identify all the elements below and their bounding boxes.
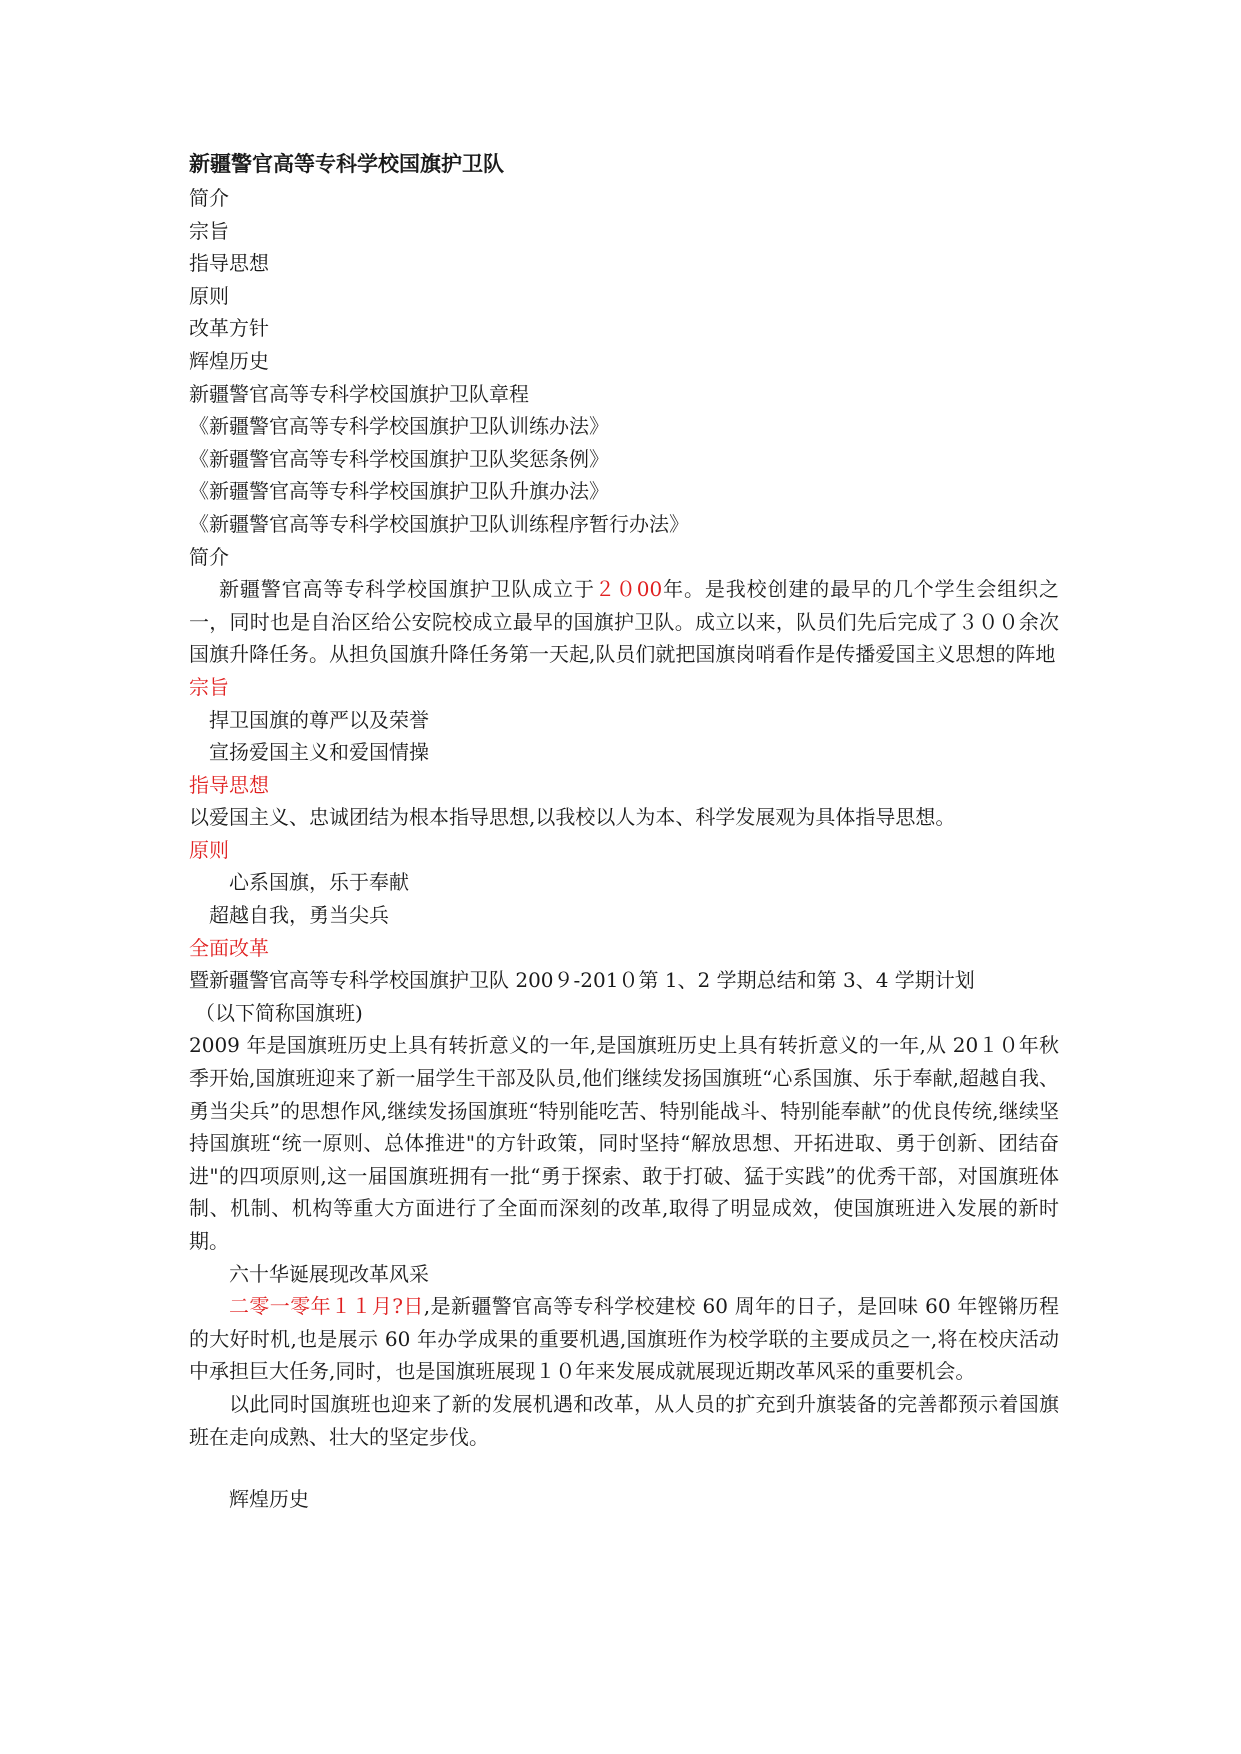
- intro-heading: 简介: [189, 544, 229, 569]
- toc-item-purpose: 宗旨: [189, 218, 229, 243]
- toc-item-history: 辉煌历史: [189, 348, 269, 373]
- intro-year: ２０00: [594, 577, 663, 602]
- intro-text-a: 新疆警官高等专科学校国旗护卫队成立于: [219, 577, 595, 602]
- toc-item-reform: 改革方针: [189, 316, 269, 341]
- reform-subheading: 六十华诞展现改革风采: [229, 1261, 429, 1286]
- intro-text-b: 年。是我校创建的最早的几个学生会组织之一，同时也是自治区给公安院校成立最早的国旗护卫队。成立以来，队员们先后完成了３００余次国旗升降任务。从担负国旗升降任务第一天起,队员们就把国旗岗哨看作是传播爱国主义思想的阵地: [189, 577, 1060, 667]
- document-title: 新疆警官高等专科学校国旗护卫队: [189, 151, 504, 176]
- toc-item-principle: 原则: [189, 283, 229, 308]
- reform-paragraph-2: [189, 1290, 1059, 1388]
- principle-line-1: 心系国旗，乐于奉献: [229, 870, 409, 895]
- principle-line-2: 超越自我，勇当尖兵: [209, 903, 389, 928]
- reform-paragraph-1: 2009 年是国旗班历史上具有转折意义的一年,是国旗班历史上具有转折意义的一年,从 20１０年秋季开始,国旗班迎来了新一届学生干部及队员,他们继续发扬国旗班“心系国旗、乐于奉献,超越自我、勇当尖兵”的思想作风,继续发扬国旗班“特别能吃苦、特别能战斗、特别能奉献”的优良传统,继续坚持国旗班“统一原则、总体推进"的方针政策，同时坚持“解放思想、开拓进取、勇于创新、团结奋进"的四项原则,这一届国旗班拥有一批“勇于探索、敢于打破、猛于实践”的优秀干部，对国旗班体制、机制、机构等重大方面进行了全面而深刻的改革,取得了明显成效，使国旗班进入发展的新时期。: [189, 1033, 1059, 1253]
- purpose-line-2: 宣扬爱国主义和爱国情操: [209, 740, 429, 765]
- toc-item-charter: 新疆警官高等专科学校国旗护卫队章程: [189, 381, 529, 406]
- principle-heading: 原则: [189, 837, 229, 862]
- purpose-line-1: 捍卫国旗的尊严以及荣誉: [209, 707, 429, 732]
- anniversary-date: 二零一零年１１月?日: [229, 1294, 424, 1319]
- toc-item-intro: 简介: [189, 186, 229, 210]
- toc-item-guiding: 指导思想: [189, 251, 269, 276]
- reform-subtitle: 暨新疆警官高等专科学校国旗护卫队 200９-201０第 1、2 学期总结和第 3、4 学期计划: [189, 968, 975, 993]
- toc-item-training-procedure: 《新疆警官高等专科学校国旗护卫队训练程序暂行办法》: [189, 511, 689, 536]
- history-heading: 辉煌历史: [229, 1487, 309, 1512]
- purpose-heading: 宗旨: [189, 674, 229, 699]
- table-of-contents: [189, 182, 1059, 541]
- guiding-heading: 指导思想: [189, 772, 269, 797]
- reform-paragraph-3: 以此同时国旗班也迎来了新的发展机遇和改革，从人员的扩充到升旗装备的完善都预示着国旗班在走向成熟、壮大的坚定步伐。: [189, 1391, 1059, 1449]
- toc-item-flag-raising-rules: 《新疆警官高等专科学校国旗护卫队升旗办法》: [189, 479, 609, 504]
- toc-item-reward-rules: 《新疆警官高等专科学校国旗护卫队奖惩条例》: [189, 446, 609, 471]
- guiding-text: 以爱国主义、忠诚团结为根本指导思想,以我校以人为本、科学发展观为具体指导思想。: [189, 805, 956, 830]
- reform-heading: 全面改革: [189, 935, 269, 960]
- toc-item-training-rules: 《新疆警官高等专科学校国旗护卫队训练办法》: [189, 414, 609, 439]
- spacer: [189, 1453, 1059, 1483]
- reform-subtitle-2: （以下简称国旗班): [195, 1000, 363, 1025]
- document-page: [189, 146, 1059, 1516]
- intro-paragraph: [189, 573, 1059, 671]
- reform-paragraph-2-text: ,是新疆警官高等专科学校建校 60 周年的日子，是回味 60 年铿锵历程的大好时机,也是展示 60 年办学成果的重要机遇,国旗班作为校学联的主要成员之一,将在校庆活动中承担巨大任务,同时，也是国旗班展现１０年来发展成就展现近期改革风采的重要机会。: [189, 1294, 1060, 1384]
